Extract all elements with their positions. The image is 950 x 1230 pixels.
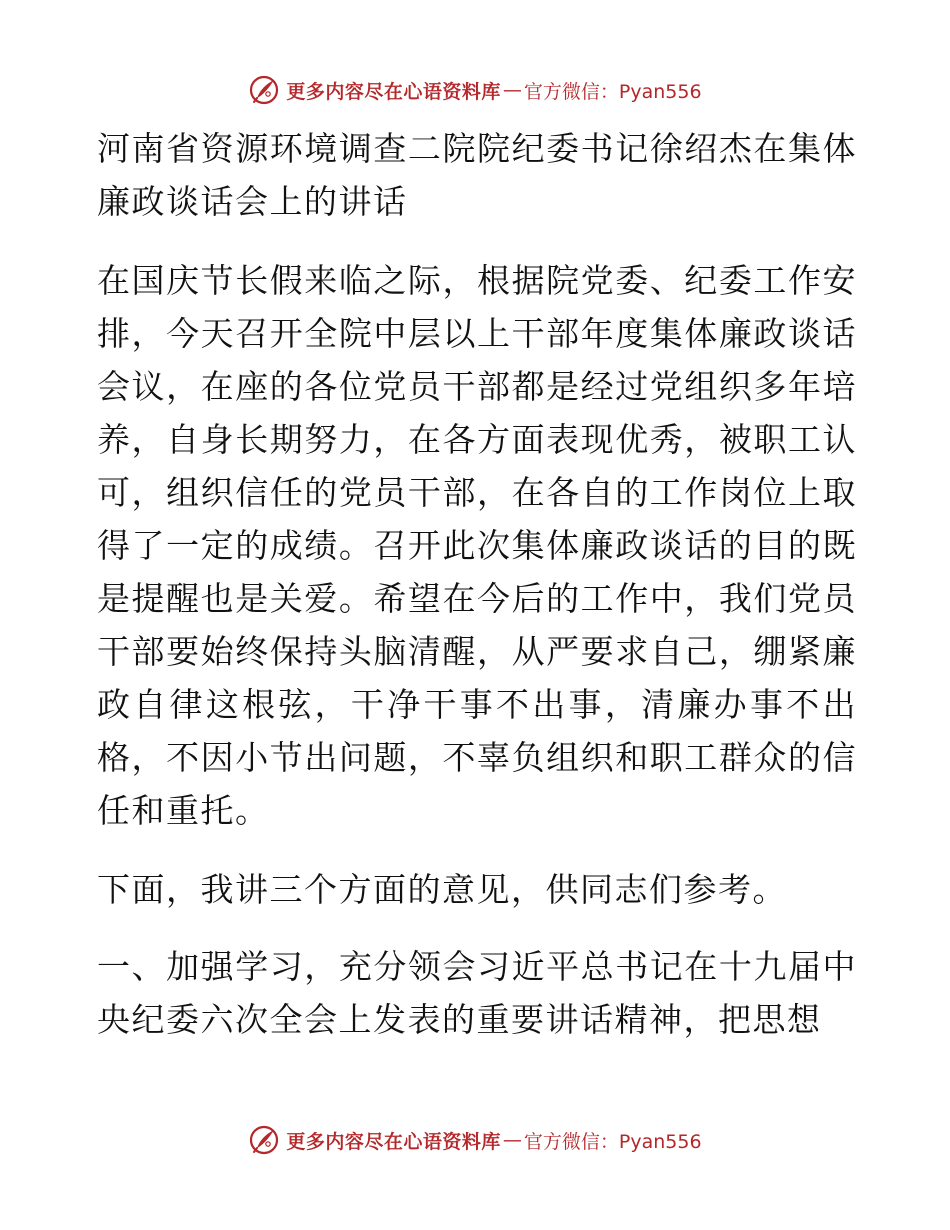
document-body [97, 122, 857, 1046]
section-heading-1: 一、加强学习，充分领会习近平总书记在十九届中央纪委六次全会上发表的重要讲话精神，把思想 [97, 947, 857, 1039]
quill-pen-icon [248, 1124, 280, 1156]
site-name: 更多内容尽在心语资料库 [286, 80, 501, 103]
paragraph-intro: 在国庆节长假来临之际，根据院党委、纪委工作安排，今天召开全院中层以上干部年度集体廉政谈话会议，在座的各位党员干部都是经过党组织多年培养，自身长期努力，在各方面表现优秀，被职工认可，组织信任的党员干部，在各自的工作岗位上取得了一定的成绩。召开此次集体廉政谈话的目的既是提醒也是关爱。希望在今后的工作中，我们党员干部要始终保持头脑清醒，从严要求自己，绷紧廉政自律这根弦，干净干事不出事，清廉办事不出格，不因小节出问题，不辜负组织和职工群众的信任和重托。 [97, 261, 857, 830]
footer-watermark [0, 1120, 950, 1160]
site-name: 更多内容尽在心语资料库 [286, 1130, 501, 1153]
quill-pen-icon [248, 74, 280, 106]
wechat-contact: 官方微信：Pyan556 [523, 1130, 702, 1153]
separator-dash: — [502, 1129, 522, 1151]
paragraph-transition: 下面，我讲三个方面的意见，供同志们参考。 [97, 870, 787, 909]
header-watermark [0, 70, 950, 110]
separator-dash: — [502, 79, 522, 101]
wechat-contact: 官方微信：Pyan556 [523, 80, 702, 103]
document-title: 河南省资源环境调查二院院纪委书记徐绍杰在集体廉政谈话会上的讲话 [97, 129, 857, 221]
